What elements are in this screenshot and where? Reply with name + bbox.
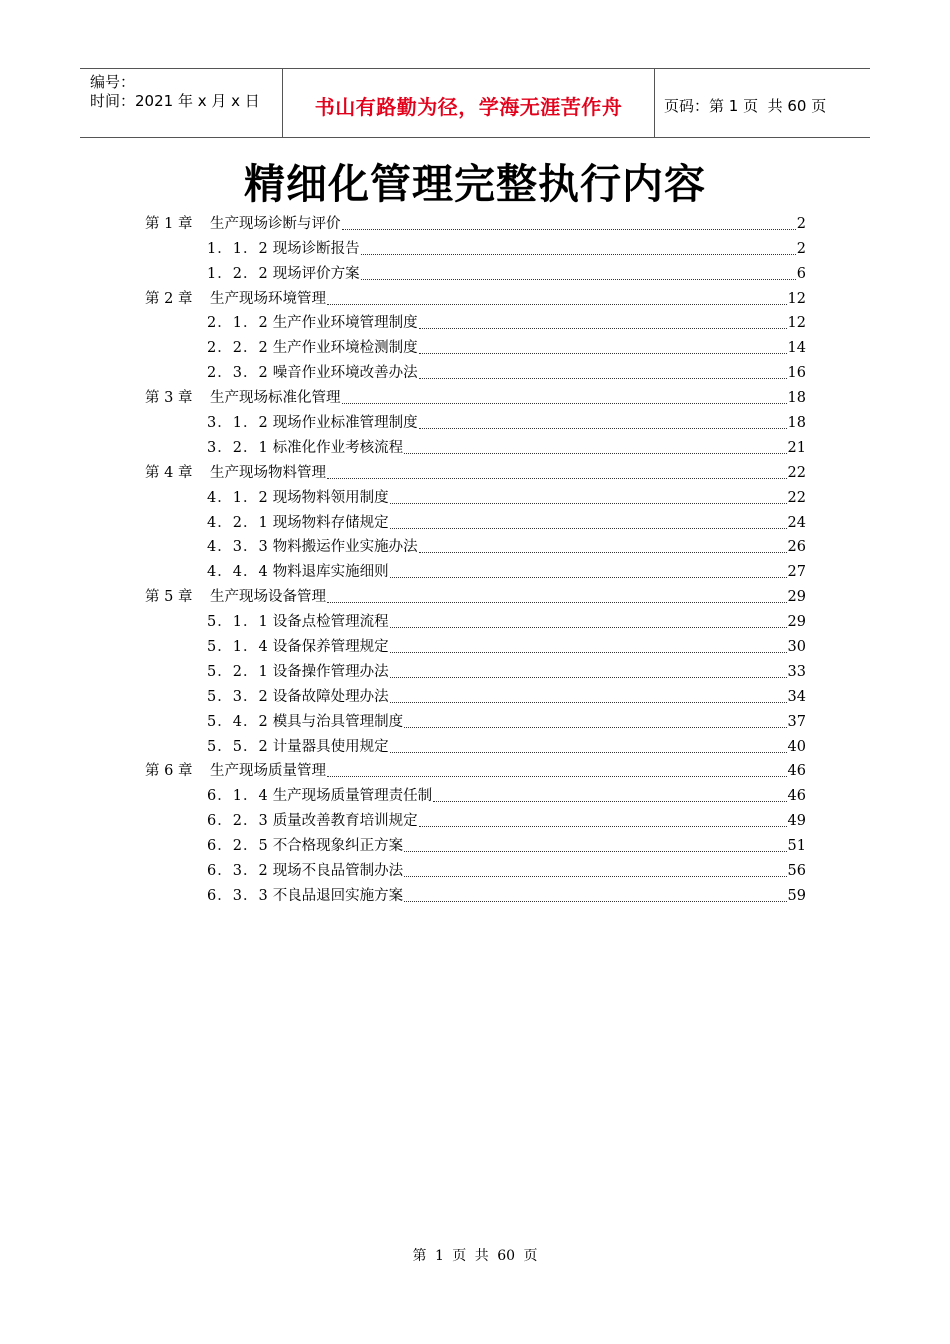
- toc-section-entry[interactable]: [145, 707, 806, 732]
- toc-dot-leader: [361, 278, 796, 280]
- toc-dot-leader: [390, 701, 787, 703]
- toc-entry-title: 生产现场质量管理: [210, 763, 326, 780]
- toc-entry-title: 现场物料领用制度: [272, 489, 389, 506]
- toc-entry-number: 5．4．2: [207, 713, 269, 730]
- toc-chapter-entry[interactable]: [145, 582, 806, 607]
- toc-entry-page: 18: [787, 415, 806, 432]
- toc-dot-leader: [419, 825, 787, 827]
- toc-section-entry[interactable]: [145, 408, 806, 433]
- toc-entry-page: 34: [787, 688, 806, 705]
- toc-entry-page: 16: [787, 365, 806, 382]
- toc-entry-number: 3．1．2: [207, 415, 269, 432]
- toc-dot-leader: [419, 551, 787, 553]
- header-motto-cell: [282, 69, 655, 137]
- toc-dot-leader: [433, 800, 786, 802]
- toc-dot-leader: [327, 303, 787, 305]
- toc-section-entry[interactable]: [145, 533, 806, 558]
- toc-section-entry[interactable]: [145, 483, 806, 508]
- toc-entry-number: 第 1 章: [145, 215, 193, 232]
- header-meta: [80, 69, 282, 137]
- toc-entry-page: 29: [787, 589, 806, 606]
- toc-entry-page: 22: [787, 464, 806, 481]
- toc-chapter-entry[interactable]: [145, 284, 806, 309]
- toc-section-entry[interactable]: [145, 309, 806, 334]
- toc-dot-leader: [342, 228, 796, 230]
- toc-entry-page: 24: [787, 514, 806, 531]
- toc-entry-page: 18: [787, 390, 806, 407]
- toc-entry-page: 46: [787, 788, 806, 805]
- toc-section-entry[interactable]: [145, 881, 806, 906]
- page-header: [80, 68, 870, 138]
- toc-dot-leader: [419, 377, 787, 379]
- toc-section-entry[interactable]: [145, 508, 806, 533]
- document-number-label: 编号：: [90, 73, 136, 91]
- toc-entry-page: 56: [787, 863, 806, 880]
- toc-entry-page: 51: [787, 838, 806, 855]
- toc-entry-number: 1．2．2: [207, 265, 269, 282]
- header-page-info: 页码：第 1 页 共 60 页: [664, 96, 827, 115]
- toc-dot-leader: [327, 477, 787, 479]
- toc-section-entry[interactable]: [145, 682, 806, 707]
- toc-entry-title: 生产现场环境管理: [210, 290, 326, 307]
- toc-entry-page: 37: [787, 713, 806, 730]
- toc-entry-number: 4．3．3: [207, 539, 269, 556]
- toc-dot-leader: [327, 601, 787, 603]
- toc-entry-page: 46: [787, 763, 806, 780]
- toc-entry-page: 26: [787, 539, 806, 556]
- toc-entry-title: 设备保养管理规定: [272, 639, 389, 656]
- toc-dot-leader: [390, 676, 787, 678]
- toc-dot-leader: [390, 626, 787, 628]
- toc-dot-leader: [390, 502, 787, 504]
- toc-entry-number: 第 5 章: [145, 589, 193, 606]
- toc-dot-leader: [404, 875, 786, 877]
- toc-entry-number: 6．3．3: [207, 887, 269, 904]
- toc-entry-title: 不合格现象纠正方案: [272, 838, 404, 855]
- toc-entry-number: 6．2．3: [207, 813, 269, 830]
- toc-entry-page: 33: [787, 663, 806, 680]
- toc-chapter-entry[interactable]: [145, 458, 806, 483]
- toc-entry-title: 现场评价方案: [272, 265, 360, 282]
- toc-entry-page: 30: [787, 639, 806, 656]
- toc-entry-title: 不良品退回实施方案: [272, 887, 404, 904]
- toc-entry-page: 21: [787, 439, 806, 456]
- toc-entry-title: 生产现场质量管理责任制: [272, 788, 433, 805]
- toc-entry-title: 生产现场诊断与评价: [210, 215, 341, 232]
- toc-dot-leader: [361, 253, 796, 255]
- toc-dot-leader: [419, 327, 787, 329]
- toc-entry-number: 5．2．1: [207, 663, 269, 680]
- toc-section-entry[interactable]: [145, 657, 806, 682]
- toc-section-entry[interactable]: [145, 333, 806, 358]
- toc-entry-number: 第 4 章: [145, 464, 193, 481]
- toc-dot-leader: [404, 726, 786, 728]
- toc-section-entry[interactable]: [145, 781, 806, 806]
- toc-entry-number: 4．2．1: [207, 514, 269, 531]
- toc-entry-page: 2: [796, 215, 806, 232]
- toc-entry-number: 5．3．2: [207, 688, 269, 705]
- toc-entry-number: 5．5．2: [207, 738, 269, 755]
- toc-dot-leader: [342, 402, 787, 404]
- toc-section-entry[interactable]: [145, 557, 806, 582]
- toc-entry-number: 2．1．2: [207, 315, 269, 332]
- toc-dot-leader: [404, 850, 786, 852]
- toc-entry-number: 1．1．2: [207, 240, 269, 257]
- toc-dot-leader: [390, 751, 787, 753]
- toc-entry-title: 质量改善教育培训规定: [272, 813, 418, 830]
- page-footer: 第 1 页 共 60 页: [412, 1248, 538, 1264]
- toc-entry-title: 计量器具使用规定: [272, 738, 389, 755]
- toc-entry-number: 5．1．1: [207, 614, 269, 631]
- toc-entry-number: 6．2．5: [207, 838, 269, 855]
- toc-chapter-entry[interactable]: [145, 383, 806, 408]
- toc-entry-title: 生产现场设备管理: [210, 589, 326, 606]
- toc-entry-number: 4．4．4: [207, 564, 269, 581]
- toc-entry-page: 22: [787, 489, 806, 506]
- toc-entry-page: 14: [787, 340, 806, 357]
- toc-entry-number: 第 2 章: [145, 290, 193, 307]
- toc-entry-number: 4．1．2: [207, 489, 269, 506]
- toc-entry-page: 6: [796, 265, 806, 282]
- toc-section-entry[interactable]: [145, 433, 806, 458]
- toc-entry-title: 现场不良品管制办法: [272, 863, 404, 880]
- header-motto: 书山有路勤为径，学海无涯苦作舟: [314, 94, 623, 119]
- toc-entry-title: 标准化作业考核流程: [272, 439, 404, 456]
- toc-section-entry[interactable]: [145, 806, 806, 831]
- toc-entry-title: 模具与治具管理制度: [272, 713, 404, 730]
- toc-entry-page: 27: [787, 564, 806, 581]
- toc-entry-title: 现场诊断报告: [272, 240, 360, 257]
- toc-dot-leader: [327, 775, 787, 777]
- toc-entry-page: 40: [787, 738, 806, 755]
- table-of-contents: [145, 209, 806, 906]
- toc-dot-leader: [419, 352, 787, 354]
- toc-entry-number: 6．3．2: [207, 863, 269, 880]
- toc-section-entry[interactable]: [145, 632, 806, 657]
- toc-entry-page: 12: [787, 315, 806, 332]
- toc-section-entry[interactable]: [145, 831, 806, 856]
- toc-entry-number: 3．2．1: [207, 439, 269, 456]
- toc-entry-number: 第 3 章: [145, 390, 193, 407]
- toc-section-entry[interactable]: [145, 234, 806, 259]
- toc-dot-leader: [419, 427, 787, 429]
- toc-section-entry[interactable]: [145, 732, 806, 757]
- document-title: 精细化管理完整执行内容: [244, 160, 706, 208]
- toc-entry-number: 2．2．2: [207, 340, 269, 357]
- toc-entry-page: 12: [787, 290, 806, 307]
- toc-entry-title: 现场作业标准管理制度: [272, 415, 418, 432]
- toc-entry-number: 第 6 章: [145, 763, 193, 780]
- toc-section-entry[interactable]: [145, 358, 806, 383]
- toc-dot-leader: [404, 900, 786, 902]
- toc-dot-leader: [390, 651, 787, 653]
- toc-entry-number: 6．1．4: [207, 788, 269, 805]
- toc-entry-title: 设备点检管理流程: [272, 614, 389, 631]
- toc-chapter-entry[interactable]: [145, 757, 806, 782]
- toc-entry-title: 现场物料存储规定: [272, 514, 389, 531]
- toc-entry-page: 29: [787, 614, 806, 631]
- toc-entry-title: 生产作业环境管理制度: [272, 315, 418, 332]
- toc-entry-title: 物料退库实施细则: [272, 564, 389, 581]
- toc-dot-leader: [390, 527, 787, 529]
- toc-entry-title: 生产作业环境检测制度: [272, 340, 418, 357]
- toc-entry-number: 5．1．4: [207, 639, 269, 656]
- toc-entry-page: 2: [796, 240, 806, 257]
- toc-section-entry[interactable]: [145, 856, 806, 881]
- toc-entry-title: 生产现场物料管理: [210, 464, 326, 481]
- document-date-label: 时间：2021 年 x 月 x 日: [90, 92, 260, 110]
- toc-section-entry[interactable]: [145, 607, 806, 632]
- toc-dot-leader: [404, 452, 786, 454]
- toc-entry-page: 59: [787, 887, 806, 904]
- toc-entry-title: 生产现场标准化管理: [210, 390, 341, 407]
- toc-entry-title: 物料搬运作业实施办法: [272, 539, 418, 556]
- toc-chapter-entry[interactable]: [145, 209, 806, 234]
- toc-entry-page: 49: [787, 813, 806, 830]
- toc-entry-title: 设备故障处理办法: [272, 688, 389, 705]
- toc-entry-number: 2．3．2: [207, 365, 269, 382]
- toc-entry-title: 噪音作业环境改善办法: [272, 365, 418, 382]
- toc-entry-title: 设备操作管理办法: [272, 663, 389, 680]
- toc-section-entry[interactable]: [145, 259, 806, 284]
- toc-dot-leader: [390, 576, 787, 578]
